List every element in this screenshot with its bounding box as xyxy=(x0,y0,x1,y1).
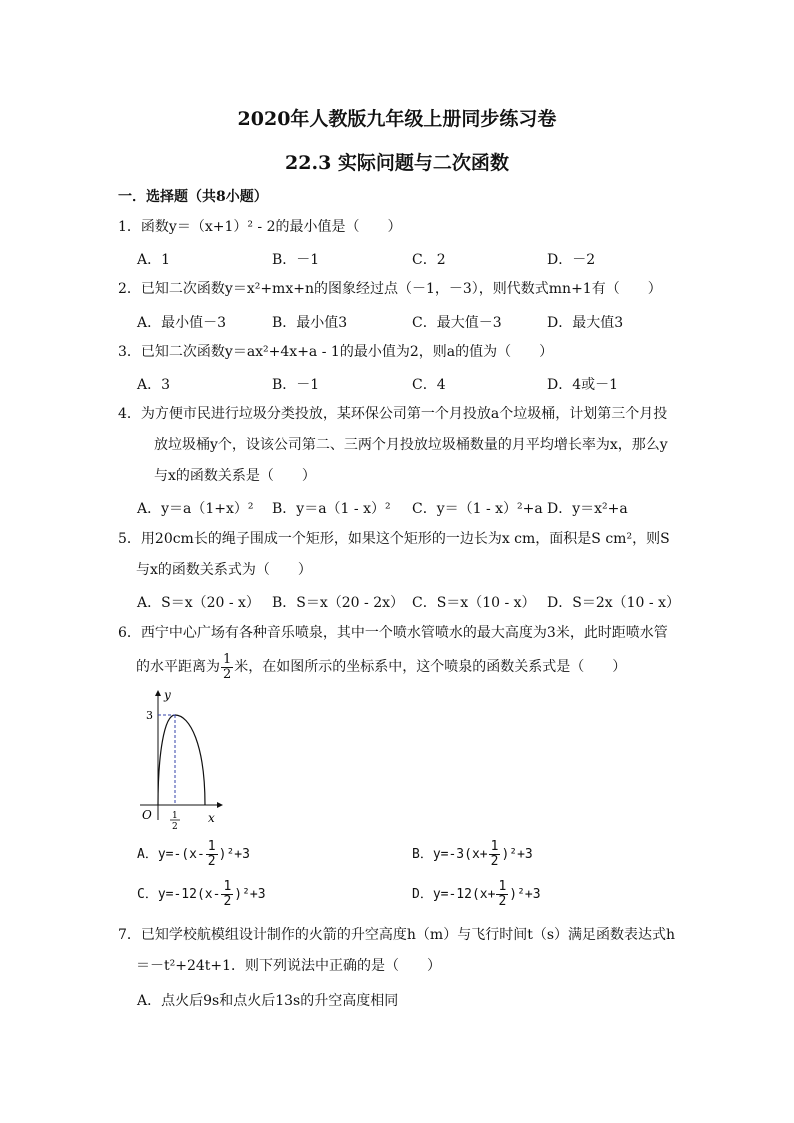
x-tick-denominator: 2 xyxy=(172,822,178,832)
question-2-option-c: C．最大值－3 xyxy=(412,315,502,331)
option-d-prefix: D．y=-12(x+ xyxy=(412,887,496,902)
x-tick-numerator: 1 xyxy=(172,811,178,821)
option-a-prefix: A．y=-(x- xyxy=(137,847,205,862)
fraction-numerator: 1 xyxy=(223,651,232,667)
question-2-option-d: D．最大值3 xyxy=(547,315,624,331)
question-7-stem-line-1: 7．已知学校航模组设计制作的火箭的升空高度h（m）与飞行时间t（s）满足函数表达式h xyxy=(118,927,676,943)
half-fraction xyxy=(221,653,233,682)
option-c-prefix: C．y=-12(x- xyxy=(137,887,221,902)
fraction-denominator: 2 xyxy=(490,854,499,869)
question-4-option-b: B．y＝a（1 - x）² xyxy=(272,501,391,517)
fraction-denominator: 2 xyxy=(223,666,232,682)
question-5-option-d: D．S＝2x（10 - x） xyxy=(547,595,680,611)
question-4-option-a: A．y＝a（1+x）² xyxy=(137,501,254,517)
worksheet-subtitle: 22.3 实际问题与二次函数 xyxy=(285,152,509,174)
option-c-fraction xyxy=(221,880,233,909)
fraction-numerator: 1 xyxy=(490,839,499,854)
fraction-denominator: 2 xyxy=(207,854,216,869)
option-a-fraction xyxy=(206,840,218,869)
question-5-option-a: A．S＝x（20 - x） xyxy=(137,595,260,611)
x-axis-label: x xyxy=(208,811,215,825)
question-6-option-d xyxy=(412,880,541,909)
question-6-stem-suffix: 米，在如图所示的坐标系中，这个喷泉的函数关系式是（ ） xyxy=(234,659,627,675)
option-b-prefix: B．y=-3(x+ xyxy=(412,847,488,862)
question-1-option-d: D．－2 xyxy=(547,252,596,268)
question-5-option-b: B．S＝x（20 - 2x） xyxy=(272,595,405,611)
question-7-stem-line-2: ＝－t²+24t+1．则下列说法中正确的是（ ） xyxy=(136,958,442,974)
parabola-curve xyxy=(158,715,205,805)
question-4-option-c: C．y＝（1 - x）²+a xyxy=(412,501,543,517)
question-1-option-a: A．1 xyxy=(137,252,171,268)
question-5-option-c: C．S＝x（10 - x） xyxy=(412,595,536,611)
question-2-stem: 2．已知二次函数y＝x²+mx+n的图象经过点（－1，－3），则代数式mn+1有（ ） xyxy=(118,281,662,297)
question-5-stem-line-2: 与x的函数关系式为（ ） xyxy=(136,562,312,578)
option-b-fraction xyxy=(489,840,501,869)
fraction-denominator: 2 xyxy=(498,894,507,909)
question-6-option-a xyxy=(137,840,250,869)
option-b-suffix: )²+3 xyxy=(501,847,533,862)
question-3-option-a: A．3 xyxy=(137,377,171,393)
option-a-suffix: )²+3 xyxy=(218,847,250,862)
fraction-numerator: 1 xyxy=(223,879,232,894)
question-6-stem-prefix: 的水平距离为 xyxy=(136,659,220,675)
fraction-denominator: 2 xyxy=(223,894,232,909)
y-tick-label: 3 xyxy=(146,709,153,722)
question-5-stem-line-1: 5．用20cm长的绳子围成一个矩形，如果这个矩形的一边长为x cm，面积是S cm²，则S xyxy=(118,531,670,547)
question-1-stem: 1．函数y＝（x+1）² - 2的最小值是（ ） xyxy=(118,219,402,235)
question-3-stem: 3．已知二次函数y＝ax²+4x+a - 1的最小值为2，则a的值为（ ） xyxy=(118,344,554,360)
section-heading: 一．选择题（共8小题） xyxy=(118,189,268,205)
question-2-option-b: B．最小值3 xyxy=(272,315,348,331)
option-d-fraction xyxy=(496,880,508,909)
question-7-option-a: A．点火后9s和点火后13s的升空高度相同 xyxy=(137,993,399,1009)
question-3-option-d: D．4或－1 xyxy=(547,377,619,393)
question-4-stem-line-2: 放垃圾桶y个，设该公司第二、三两个月投放垃圾桶数量的月平均增长率为x，那么y xyxy=(154,437,668,453)
question-4-option-d: D．y＝x²+a xyxy=(547,501,628,517)
fountain-parabola-graph xyxy=(130,685,230,835)
question-1-option-c: C．2 xyxy=(412,252,446,268)
origin-label: O xyxy=(142,808,152,822)
y-axis-label: y xyxy=(164,688,171,702)
question-6-stem-line-1: 6．西宁中心广场有各种音乐喷泉，其中一个喷水管喷水的最大高度为3米，此时距喷水管 xyxy=(118,625,668,641)
question-3-option-c: C．4 xyxy=(412,377,446,393)
option-d-suffix: )²+3 xyxy=(509,887,541,902)
question-6-option-c xyxy=(137,880,266,909)
worksheet-title: 2020年人教版九年级上册同步练习卷 xyxy=(237,108,557,130)
question-3-option-b: B．－1 xyxy=(272,377,320,393)
question-1-option-b: B．－1 xyxy=(272,252,320,268)
option-c-suffix: )²+3 xyxy=(234,887,266,902)
fraction-numerator: 1 xyxy=(498,879,507,894)
fraction-numerator: 1 xyxy=(207,839,216,854)
question-2-option-a: A．最小值－3 xyxy=(137,315,227,331)
question-6-stem-line-2 xyxy=(136,650,696,684)
question-6-option-b xyxy=(412,840,533,869)
question-4-stem-line-3: 与x的函数关系是（ ） xyxy=(154,468,316,484)
question-4-stem-line-1: 4．为方便市民进行垃圾分类投放，某环保公司第一个月投放a个垃圾桶，计划第三个月投 xyxy=(118,406,668,422)
